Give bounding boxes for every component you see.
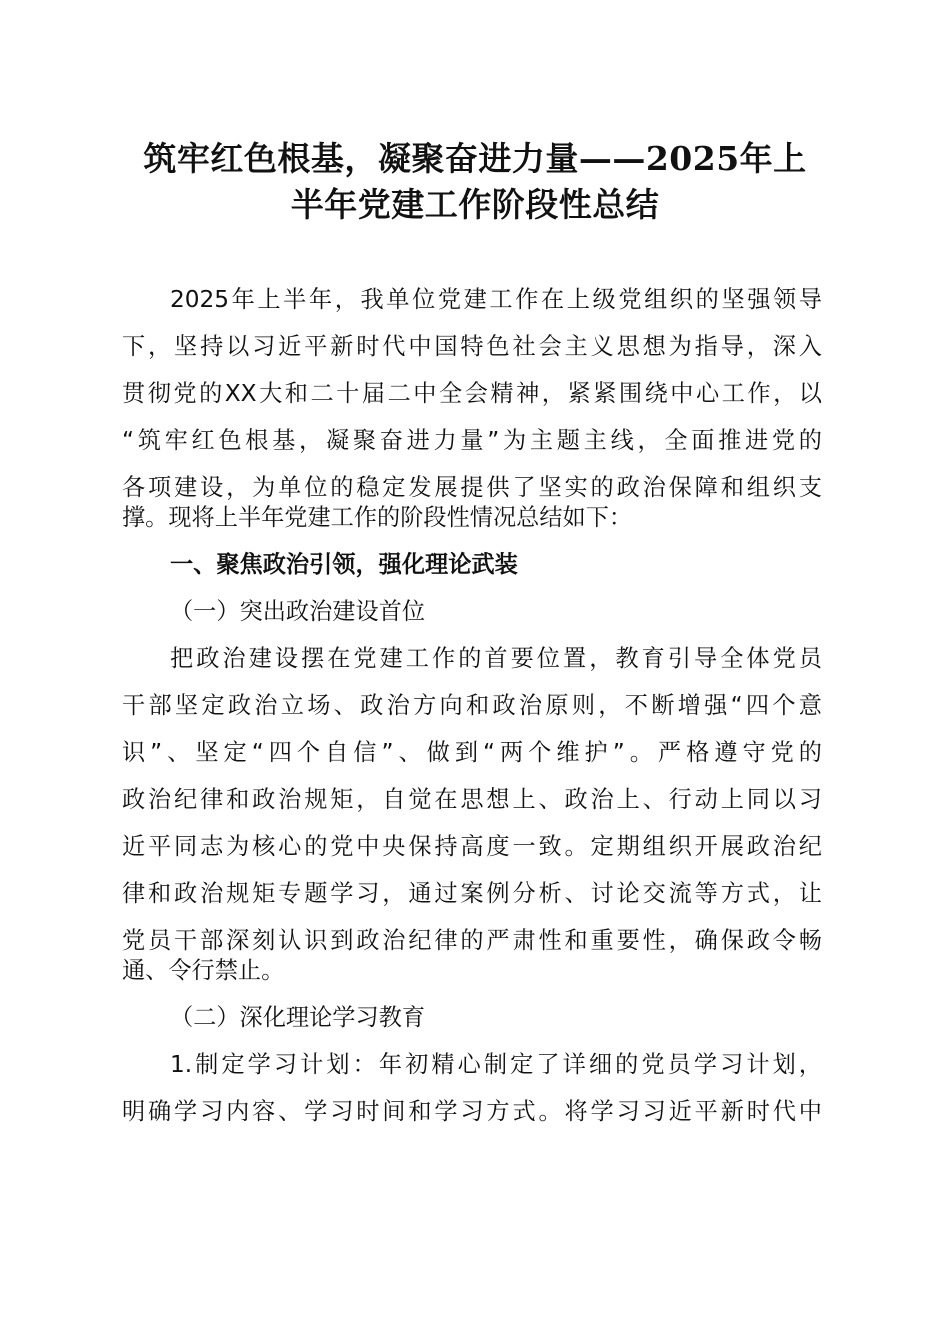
paragraph-line: 下，坚持以习近平新时代中国特色社会主义思想为指导，深入 <box>122 333 822 360</box>
paragraph-line: 各项建设，为单位的稳定发展提供了坚实的政治保障和组织支 <box>122 474 822 501</box>
paragraph-line: 党员干部深刻认识到政治纪律的严肃性和重要性，确保政令畅 <box>122 927 822 954</box>
paragraph-line: 撑。现将上半年党建工作的阶段性情况总结如下： <box>122 504 633 531</box>
paragraph-line: 明确学习内容、学习时间和学习方式。将学习习近平新时代中 <box>122 1098 822 1125</box>
subsection-heading-1: （一）突出政治建设首位 <box>170 598 426 625</box>
paragraph-line: 识”、坚定“四个自信”、做到“两个维护”。严格遵守党的 <box>122 739 822 766</box>
paragraph-line: 政治纪律和政治规矩，自觉在思想上、政治上、行动上同以习 <box>122 786 822 813</box>
title-line-2: 半年党建工作阶段性总结 <box>290 185 660 224</box>
paragraph-line: 律和政治规矩专题学习，通过案例分析、讨论交流等方式，让 <box>122 880 822 907</box>
paragraph-line: 近平同志为核心的党中央保持高度一致。定期组织开展政治纪 <box>122 833 822 860</box>
paragraph-line: 通、令行禁止。 <box>122 957 285 984</box>
section-heading-1: 一、聚焦政治引领，强化理论武装 <box>170 551 518 578</box>
paragraph-line: 2025年上半年，我单位党建工作在上级党组织的坚强领导 <box>170 286 822 313</box>
paragraph-line: 干部坚定政治立场、政治方向和政治原则，不断增强“四个意 <box>122 692 822 719</box>
title-line-1: 筑牢红色根基，凝聚奋进力量——2025年上 <box>143 139 807 178</box>
paragraph-line: 贯彻党的XX大和二十届二中全会精神，紧紧围绕中心工作，以 <box>122 380 822 407</box>
paragraph-line: “筑牢红色根基，凝聚奋进力量”为主题主线，全面推进党的 <box>122 427 822 454</box>
paragraph-line: 1.制定学习计划：年初精心制定了详细的党员学习计划， <box>170 1051 822 1078</box>
subsection-heading-2: （二）深化理论学习教育 <box>170 1004 426 1031</box>
document-title <box>100 136 850 228</box>
paragraph-line: 把政治建设摆在党建工作的首要位置，教育引导全体党员 <box>170 645 822 672</box>
